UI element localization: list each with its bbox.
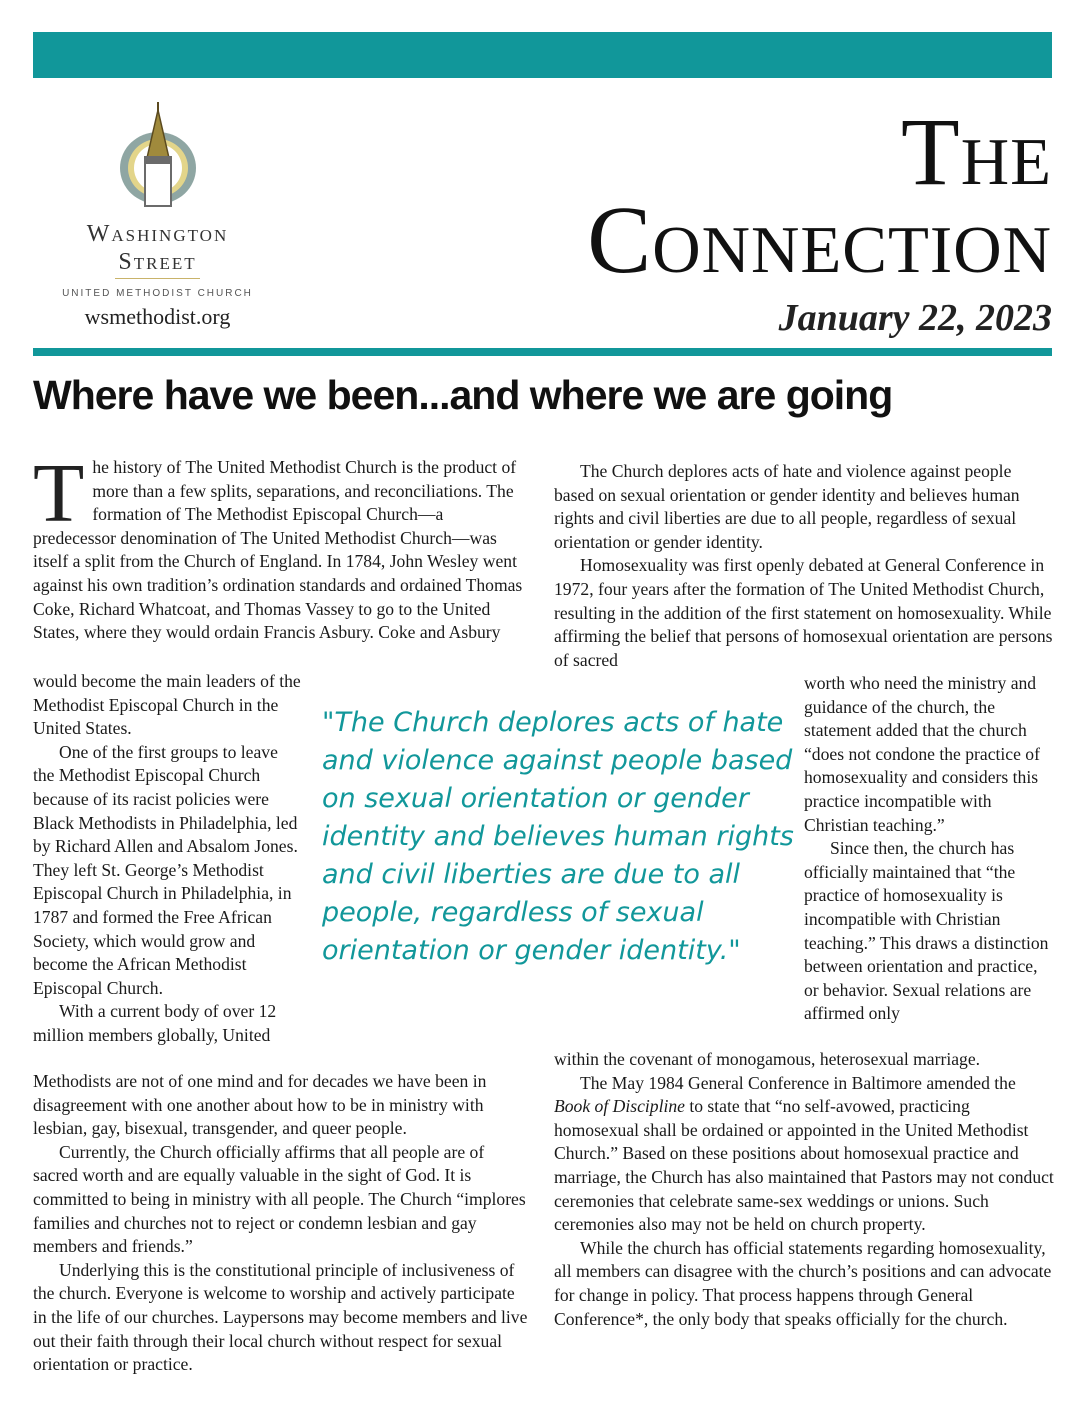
paragraph: [33, 447, 529, 645]
drop-cap: T: [33, 447, 85, 540]
article-headline: Where have we been...and where we are going: [33, 372, 893, 418]
logo-divider: [115, 278, 200, 279]
logo-name: [40, 220, 275, 276]
logo-name-line1: Washington: [86, 221, 229, 247]
top-accent-bar: [33, 32, 1052, 78]
paragraph-text: to state that “no self-avowed, practicing homosexual shall be ordained or appointed in the United Methodist Church.” Based on these positions about homosexual practice and marriage, the Church has also maintained that Pastors may not conduct ceremonies that celebrate same-sex weddings or unions. Such ceremonies also may not be held on church property.: [554, 1096, 1054, 1235]
paragraph: would become the main leaders of the Methodist Episcopal Church in the United States.: [33, 671, 301, 739]
logo-subtitle: UNITED METHODIST CHURCH: [62, 288, 253, 299]
paragraph: Since then, the church has officially maintained that “the practice of homosexuality is incompatible with Christian teaching.” This draws a distinction between orientation and practice, or behavior. Sexual relations are affirmed only: [804, 838, 1049, 1024]
right-column-bottom: [554, 1048, 1054, 1331]
masthead-divider: [33, 348, 1052, 356]
book-title: Book of Discipline: [554, 1096, 685, 1117]
paragraph: Underlying this is the constitutional principle of inclusiveness of the church. Everyone is welcome to worship and actively participate in the life of our churches. Laypersons may become members and live out their faith through their local church without respect for sexual orientation or practice.: [33, 1259, 528, 1375]
left-column-narrow: [33, 670, 301, 1048]
paragraph: within the covenant of monogamous, heterosexual marriage.: [554, 1049, 981, 1069]
paragraph: Methodists are not of one mind and for decades we have been in disagreement with one another about how to be in ministry with lesbian, gay, bisexual, transgender, and queer people.: [33, 1071, 487, 1139]
left-column-top: [33, 447, 529, 645]
paragraph-text: The May 1984 General Conference in Baltimore amended the: [580, 1072, 1016, 1093]
paragraph: With a current body of over 12 million members globally, United: [33, 1001, 277, 1045]
paragraph: Homosexuality was first openly debated at General Conference in 1972, four years after the formation of The United Methodist Church, resulting in the addition of the first statement on homosexuality. While affirming the belief that persons of homosexual orientation are persons of sacred: [554, 555, 1053, 670]
paragraph: worth who need the ministry and guidance of the church, the statement added that the church “does not condone the practice of homosexuality and considers this practice incompatible with Christian teaching.”: [804, 673, 1040, 835]
logo-name-line2: Street: [118, 249, 197, 275]
paragraph: [554, 1072, 1054, 1237]
right-column-narrow: [804, 672, 1056, 1026]
masthead-title-line1: The: [901, 98, 1052, 205]
paragraph: While the church has official statements regarding homosexuality, all members can disagree with the church’s positions and can advocate for change in policy. That process happens through General Conference*, the only body that speaks officially for the church.: [554, 1237, 1052, 1329]
pull-quote: "The Church deplores acts of hate and violence against people based on sexual orientation or gender identity and believes human rights and civil liberties are due to all people, regardless of sexual orientation or gender identity.": [322, 707, 794, 966]
steeple-icon: [117, 100, 199, 212]
right-column-top: [554, 460, 1054, 672]
masthead-title-line2: Connection: [587, 186, 1052, 293]
website-link[interactable]: wsmethodist.org: [84, 304, 231, 329]
paragraph: Currently, the Church officially affirms that all people are of sacred worth and are equally valuable in the sight of God. It is committed to being in ministry with all people. The Church “implores families and churches not to reject or condemn lesbian and gay members and friends.”: [33, 1141, 526, 1257]
issue-date: January 22, 2023: [778, 297, 1052, 339]
left-column-bottom: [33, 1070, 529, 1377]
church-logo: [40, 100, 275, 335]
paragraph: One of the first groups to leave the Methodist Episcopal Church because of its racist policies were Black Methodists in Philadelphia, led by Richard Allen and Absalom Jones. They left St. George’s Methodist Episcopal Church in Philadelphia, in 1787 and formed the Free African Society, which would grow and become the African Methodist Episcopal Church.: [33, 741, 298, 998]
paragraph: The Church deplores acts of hate and violence against people based on sexual orientation or gender identity and believes human rights and civil liberties are due to all people, regardless of sexual orientation or gender identity.: [554, 461, 1020, 552]
paragraph-text: he history of The United Methodist Church is the product of more than a few splits, separations, and reconciliations. The formation of The Methodist Episcopal Church—a predecessor denomination of The United Methodist Church—was itself a split from the Church of England. In 1784, John Wesley went against his own tradition’s ordination standards and ordained Thomas Coke, Richard Whatcoat, and Thomas Vassey to go to the United States, where they would ordain Francis Asbury. Coke and Asbury: [33, 457, 523, 643]
